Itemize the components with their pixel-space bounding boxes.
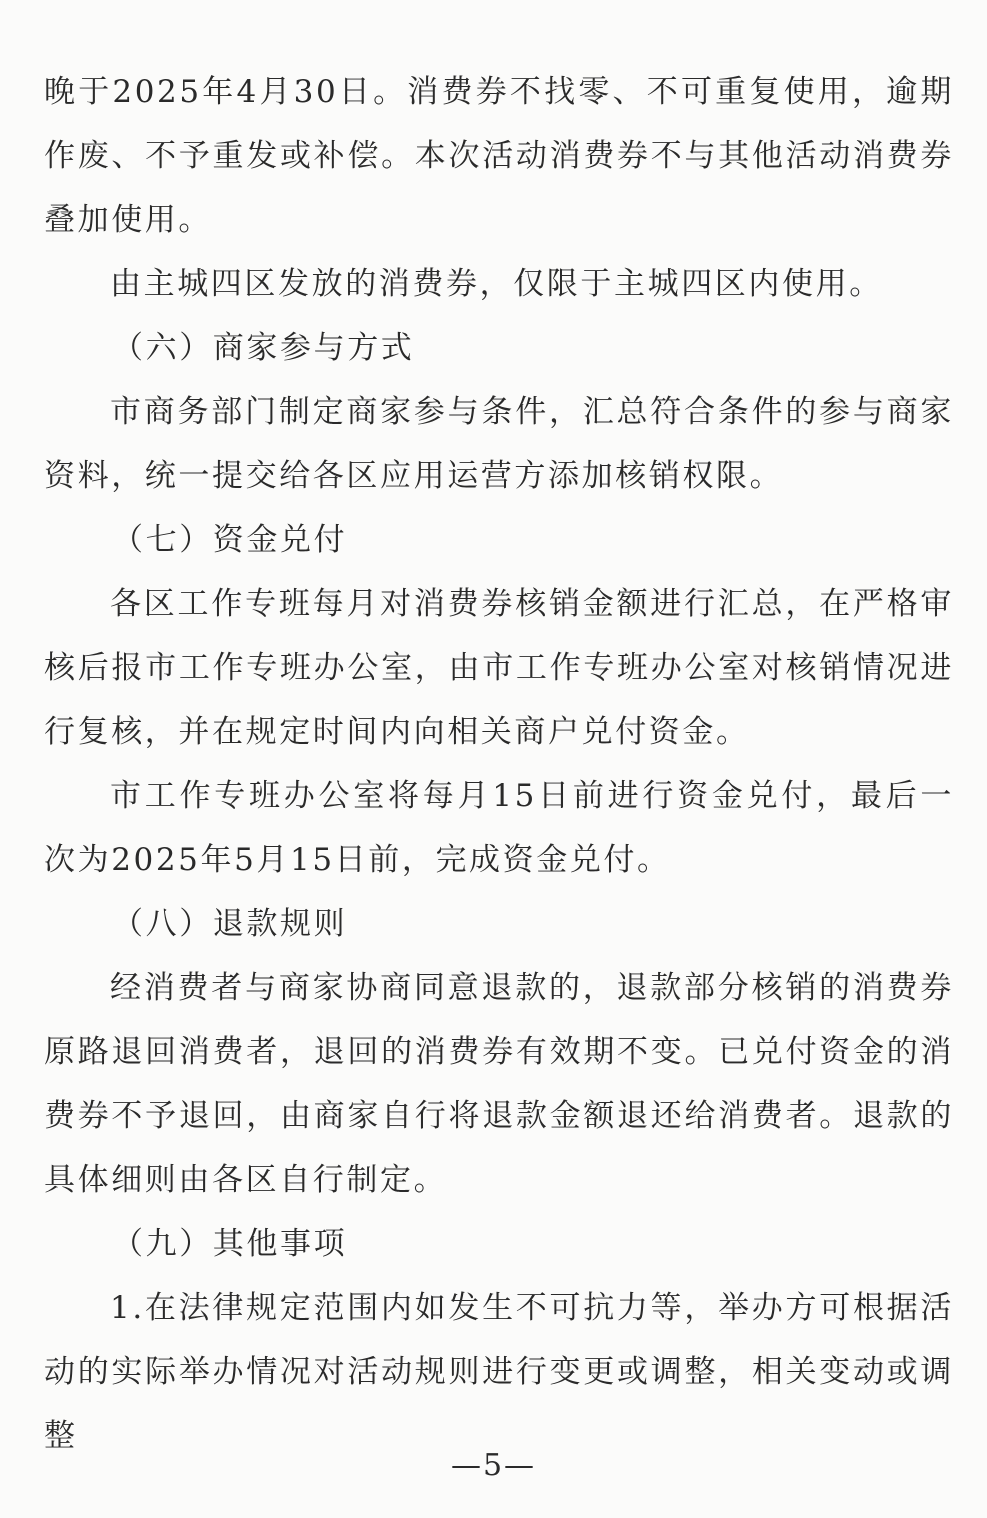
page-number: —5— (450, 1448, 537, 1483)
document-body (44, 60, 954, 1468)
heading-merchant-participation: （六）商家参与方式 (112, 330, 415, 366)
paragraph-fund-payment: 各区工作专班每月对消费券核销金额进行汇总，在严格审核后报市工作专班办公室，由市工作专班办公室对核销情况进行复核，并在规定时间内向相关商户兑付资金。 (44, 586, 954, 750)
paragraph-refund-rules: 经消费者与商家协商同意退款的，退款部分核销的消费券原路退回消费者，退回的消费券有效期不变。已兑付资金的消费券不予退回，由商家自行将退款金额退还给消费者。退款的具体细则由各区自行制定。 (44, 970, 954, 1198)
heading-fund-payment: （七）资金兑付 (112, 522, 348, 558)
heading-refund-rules: （八）退款规则 (112, 906, 348, 942)
paragraph-validity: 晚于2025年4月30日。消费券不找零、不可重复使用，逾期作废、不予重发或补偿。本次活动消费券不与其他活动消费券叠加使用。 (44, 74, 954, 238)
paragraph-payment-schedule: 市工作专班办公室将每月15日前进行资金兑付，最后一次为2025年5月15日前，完成资金兑付。 (44, 778, 954, 878)
heading-other-matters: （九）其他事项 (112, 1226, 348, 1262)
paragraph-merchant-participation: 市商务部门制定商家参与条件，汇总符合条件的参与商家资料，统一提交给各区应用运营方添加核销权限。 (44, 394, 954, 494)
paragraph-other-matters-1: 1.在法律规定范围内如发生不可抗力等，举办方可根据活动的实际举办情况对活动规则进行变更或调整，相关变动或调整 (44, 1290, 954, 1454)
paragraph-usage-area: 由主城四区发放的消费券，仅限于主城四区内使用。 (110, 266, 883, 302)
